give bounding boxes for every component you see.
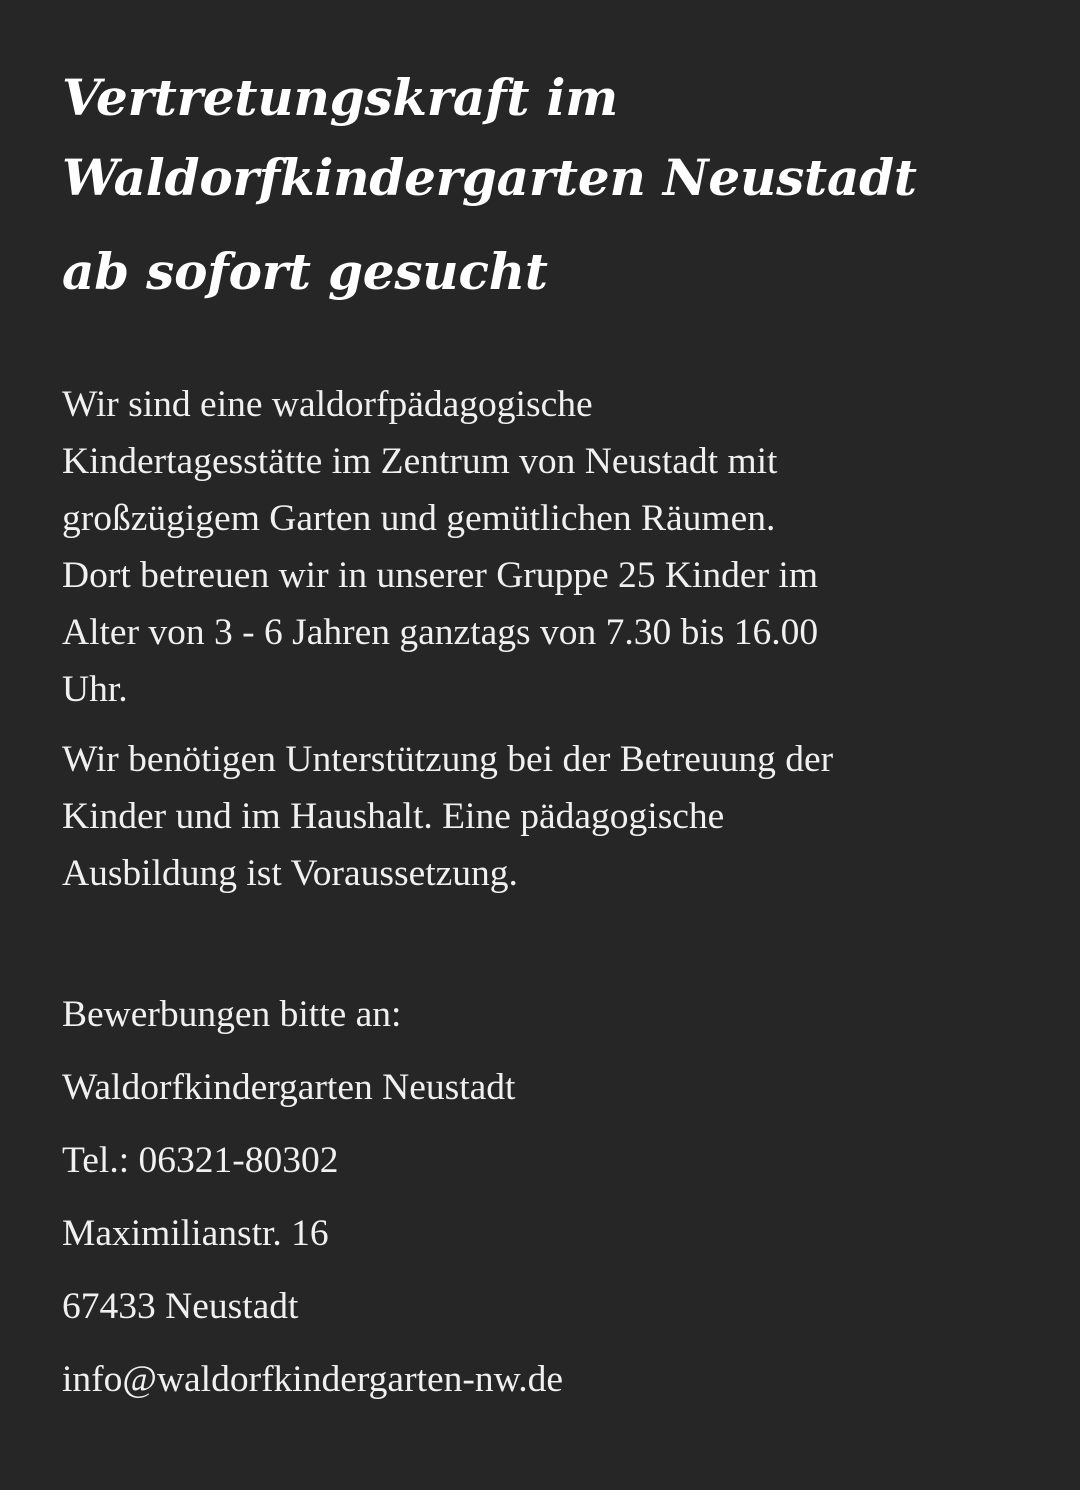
phone-number: Tel.: 06321-80302: [62, 1140, 339, 1181]
email-address: info@waldorfkindergarten-nw.de: [62, 1359, 564, 1400]
intro-line-1: Wir sind eine waldorfpädagogische: [62, 384, 593, 425]
street-address: Maximilianstr. 16: [62, 1213, 329, 1254]
contact-block: [62, 985, 563, 1423]
job-title: [62, 58, 1042, 312]
intro-line-4: Dort betreuen wir in unserer Gruppe 25 Kinder im: [62, 555, 819, 596]
job-title-line-3: ab sofort gesucht: [62, 242, 548, 301]
requirements-line-1: Wir benötigen Unterstützung bei der Betreuung der: [62, 739, 834, 780]
intro-paragraph: [62, 376, 1037, 718]
requirements-line-3: Ausbildung ist Voraussetzung.: [62, 853, 518, 894]
organization-name: Waldorfkindergarten Neustadt: [62, 1067, 516, 1108]
requirements-paragraph: [62, 731, 1037, 902]
intro-line-6: Uhr.: [62, 669, 128, 710]
requirements-line-2: Kinder und im Haushalt. Eine pädagogische: [62, 796, 725, 837]
intro-line-3: großzügigem Garten und gemütlichen Räumen.: [62, 498, 776, 539]
job-title-line-2: Waldorfkindergarten Neustadt: [62, 148, 917, 207]
job-title-line-1: Vertretungskraft im: [62, 68, 619, 127]
intro-line-2: Kindertagesstätte im Zentrum von Neustadt mit: [62, 441, 778, 482]
intro-line-5: Alter von 3 - 6 Jahren ganztags von 7.30 bis 16.00: [62, 612, 819, 653]
city-address: 67433 Neustadt: [62, 1286, 299, 1327]
application-intro: Bewerbungen bitte an:: [62, 994, 402, 1035]
